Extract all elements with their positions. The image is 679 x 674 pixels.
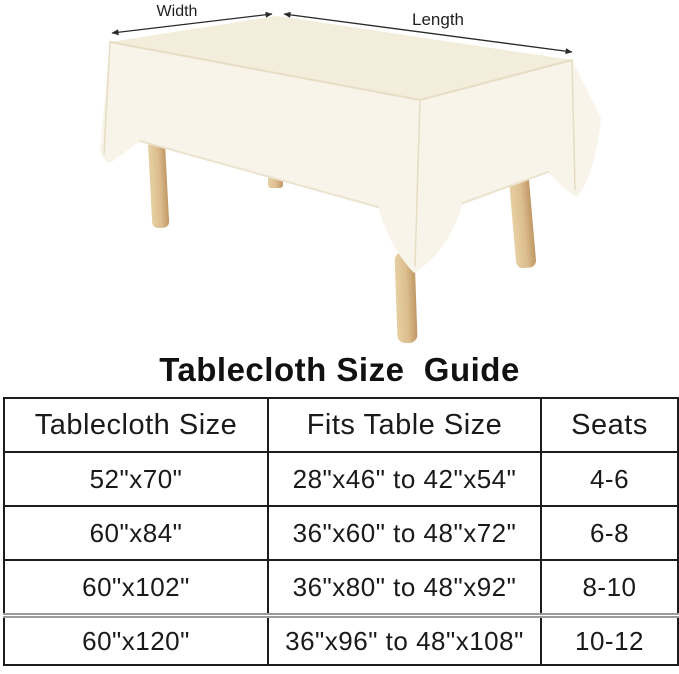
cell-fits-table-size: 36"x96" to 48"x108" [268, 616, 541, 666]
cell-tablecloth-size: 60"x120" [4, 616, 268, 666]
cell-fits-table-size: 28"x46" to 42"x54" [268, 452, 541, 506]
cell-seats: 4-6 [541, 452, 678, 506]
cell-seats: 8-10 [541, 560, 678, 616]
size-guide-table [3, 397, 679, 666]
size-row-1 [4, 452, 678, 506]
width-label: Width [156, 3, 198, 20]
cell-tablecloth-size: 52"x70" [4, 452, 268, 506]
cell-tablecloth-size: 60"x84" [4, 506, 268, 560]
header-fits-table-size: Fits Table Size [268, 398, 541, 452]
cell-tablecloth-size: 60"x102" [4, 560, 268, 616]
cell-fits-table-size: 36"x80" to 48"x92" [268, 560, 541, 616]
header-seats: Seats [541, 398, 678, 452]
size-row-2 [4, 506, 678, 560]
cell-fits-table-size: 36"x60" to 48"x72" [268, 506, 541, 560]
table-leg-left [148, 136, 170, 229]
size-row-3 [4, 560, 678, 616]
size-guide-title: Tablecloth Size Guide [159, 351, 520, 388]
header-tablecloth-size: Tablecloth Size [4, 398, 268, 452]
length-label: Length [412, 10, 464, 29]
header-row [4, 398, 678, 452]
size-row-4 [4, 616, 678, 666]
cell-seats: 6-8 [541, 506, 678, 560]
cell-seats: 10-12 [541, 616, 678, 666]
